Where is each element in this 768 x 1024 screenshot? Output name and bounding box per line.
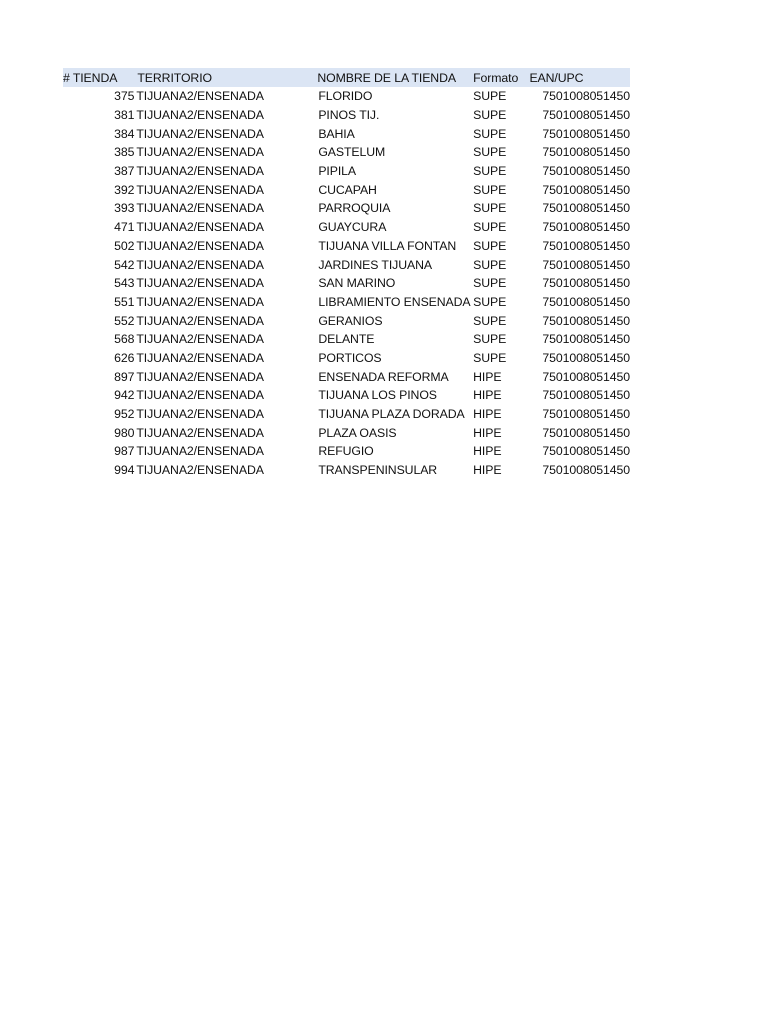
- cell-ean-upc: 7501008051450: [542, 294, 630, 309]
- cell-nombre: CUCAPAH: [318, 182, 377, 197]
- cell-ean-upc: 7501008051450: [542, 201, 630, 216]
- cell-nombre: PLAZA OASIS: [318, 425, 397, 440]
- cell-ean-upc: 7501008051450: [542, 238, 630, 253]
- cell-formato: HIPE: [473, 463, 502, 478]
- cell-territorio: TIJUANA2/ENSENADA: [136, 145, 264, 160]
- cell-nombre: TIJUANA PLAZA DORADA: [318, 407, 465, 422]
- table-row: [63, 367, 630, 386]
- table-row: [63, 180, 630, 199]
- cell-ean-upc: 7501008051450: [542, 425, 630, 440]
- cell-formato: HIPE: [473, 388, 502, 403]
- cell-formato: SUPE: [473, 89, 507, 104]
- cell-ean-upc: 7501008051450: [542, 350, 630, 365]
- cell-formato: SUPE: [473, 276, 507, 291]
- cell-tienda: 994: [114, 463, 135, 478]
- cell-ean-upc: 7501008051450: [542, 164, 630, 179]
- cell-territorio: TIJUANA2/ENSENADA: [136, 126, 264, 141]
- cell-nombre: PIPILA: [318, 164, 357, 179]
- store-table-sheet: [63, 68, 630, 479]
- cell-ean-upc: 7501008051450: [542, 407, 630, 422]
- cell-territorio: TIJUANA2/ENSENADA: [136, 388, 264, 403]
- cell-ean-upc: 7501008051450: [542, 89, 630, 104]
- cell-nombre: JARDINES TIJUANA: [318, 257, 432, 272]
- cell-ean-upc: 7501008051450: [542, 313, 630, 328]
- cell-territorio: TIJUANA2/ENSENADA: [136, 313, 264, 328]
- cell-formato: SUPE: [473, 350, 507, 365]
- cell-ean-upc: 7501008051450: [542, 126, 630, 141]
- cell-tienda: 952: [114, 407, 135, 422]
- table-row: [63, 423, 630, 442]
- cell-territorio: TIJUANA2/ENSENADA: [136, 257, 264, 272]
- cell-territorio: TIJUANA2/ENSENADA: [136, 182, 264, 197]
- header-nombre: NOMBRE DE LA TIENDA: [317, 70, 456, 85]
- cell-nombre: SAN MARINO: [318, 276, 396, 291]
- cell-formato: SUPE: [473, 108, 507, 123]
- cell-ean-upc: 7501008051450: [542, 388, 630, 403]
- cell-territorio: TIJUANA2/ENSENADA: [136, 444, 264, 459]
- table-row: [63, 87, 630, 106]
- cell-ean-upc: 7501008051450: [542, 332, 630, 347]
- cell-tienda: 987: [114, 444, 135, 459]
- cell-territorio: TIJUANA2/ENSENADA: [136, 332, 264, 347]
- table-row: [63, 311, 630, 330]
- cell-tienda: 384: [114, 126, 135, 141]
- cell-ean-upc: 7501008051450: [542, 257, 630, 272]
- table-row: [63, 330, 630, 349]
- table-row: [63, 124, 630, 143]
- cell-formato: HIPE: [473, 444, 502, 459]
- cell-tienda: 393: [114, 201, 135, 216]
- cell-territorio: TIJUANA2/ENSENADA: [136, 108, 264, 123]
- cell-formato: SUPE: [473, 332, 507, 347]
- cell-nombre: PINOS TIJ.: [318, 108, 380, 123]
- cell-territorio: TIJUANA2/ENSENADA: [136, 294, 264, 309]
- cell-tienda: 980: [114, 425, 135, 440]
- cell-ean-upc: 7501008051450: [542, 182, 630, 197]
- cell-ean-upc: 7501008051450: [542, 145, 630, 160]
- cell-territorio: TIJUANA2/ENSENADA: [136, 220, 264, 235]
- cell-formato: SUPE: [473, 294, 507, 309]
- cell-tienda: 392: [114, 182, 135, 197]
- cell-formato: SUPE: [473, 238, 507, 253]
- cell-tienda: 381: [114, 108, 135, 123]
- cell-formato: SUPE: [473, 182, 507, 197]
- table-row: [63, 162, 630, 181]
- cell-nombre: TIJUANA VILLA FONTAN: [318, 238, 457, 253]
- cell-territorio: TIJUANA2/ENSENADA: [136, 201, 264, 216]
- cell-formato: SUPE: [473, 201, 507, 216]
- cell-tienda: 626: [114, 350, 135, 365]
- cell-tienda: 385: [114, 145, 135, 160]
- cell-tienda: 942: [114, 388, 135, 403]
- table-row: [63, 405, 630, 424]
- table-row: [63, 461, 630, 480]
- cell-nombre: PARROQUIA: [318, 201, 391, 216]
- table-row: [63, 293, 630, 312]
- cell-nombre: GASTELUM: [318, 145, 386, 160]
- cell-formato: SUPE: [473, 126, 507, 141]
- cell-nombre: GERANIOS: [318, 313, 383, 328]
- header-ean-upc: EAN/UPC: [529, 70, 584, 85]
- table-header-row: [63, 68, 630, 87]
- table-row: [63, 274, 630, 293]
- cell-ean-upc: 7501008051450: [542, 369, 630, 384]
- cell-nombre: GUAYCURA: [318, 220, 387, 235]
- store-table: [63, 68, 630, 479]
- cell-formato: SUPE: [473, 257, 507, 272]
- cell-formato: SUPE: [473, 313, 507, 328]
- cell-nombre: ENSENADA REFORMA: [318, 369, 449, 384]
- cell-territorio: TIJUANA2/ENSENADA: [136, 407, 264, 422]
- header-territorio: TERRITORIO: [137, 70, 212, 85]
- cell-nombre: PORTICOS: [318, 350, 382, 365]
- cell-territorio: TIJUANA2/ENSENADA: [136, 164, 264, 179]
- cell-nombre: FLORIDO: [318, 89, 373, 104]
- cell-tienda: 375: [114, 89, 135, 104]
- cell-tienda: 543: [114, 276, 135, 291]
- cell-formato: SUPE: [473, 164, 507, 179]
- table-row: [63, 255, 630, 274]
- cell-formato: SUPE: [473, 220, 507, 235]
- cell-nombre: BAHIA: [318, 126, 355, 141]
- cell-territorio: TIJUANA2/ENSENADA: [136, 350, 264, 365]
- cell-territorio: TIJUANA2/ENSENADA: [136, 238, 264, 253]
- cell-territorio: TIJUANA2/ENSENADA: [136, 276, 264, 291]
- cell-ean-upc: 7501008051450: [542, 220, 630, 235]
- table-row: [63, 349, 630, 368]
- cell-tienda: 897: [114, 369, 135, 384]
- cell-tienda: 552: [114, 313, 135, 328]
- cell-tienda: 542: [114, 257, 135, 272]
- header-formato: Formato: [473, 70, 519, 85]
- cell-tienda: 502: [114, 238, 135, 253]
- cell-ean-upc: 7501008051450: [542, 444, 630, 459]
- cell-tienda: 387: [114, 164, 135, 179]
- cell-formato: HIPE: [473, 369, 502, 384]
- cell-ean-upc: 7501008051450: [542, 276, 630, 291]
- cell-nombre: DELANTE: [318, 332, 375, 347]
- cell-ean-upc: 7501008051450: [542, 108, 630, 123]
- cell-tienda: 471: [114, 220, 135, 235]
- cell-territorio: TIJUANA2/ENSENADA: [136, 425, 264, 440]
- table-row: [63, 106, 630, 125]
- table-row: [63, 199, 630, 218]
- header-tienda: # TIENDA: [63, 70, 118, 85]
- cell-formato: HIPE: [473, 425, 502, 440]
- table-row: [63, 386, 630, 405]
- cell-ean-upc: 7501008051450: [542, 463, 630, 478]
- cell-tienda: 568: [114, 332, 135, 347]
- cell-territorio: TIJUANA2/ENSENADA: [136, 89, 264, 104]
- cell-nombre: REFUGIO: [318, 444, 374, 459]
- cell-nombre: TIJUANA LOS PINOS: [318, 388, 437, 403]
- table-row: [63, 143, 630, 162]
- cell-territorio: TIJUANA2/ENSENADA: [136, 463, 264, 478]
- cell-tienda: 551: [114, 294, 135, 309]
- table-row: [63, 442, 630, 461]
- cell-territorio: TIJUANA2/ENSENADA: [136, 369, 264, 384]
- cell-nombre: TRANSPENINSULAR: [318, 463, 438, 478]
- cell-formato: HIPE: [473, 407, 502, 422]
- table-body: [63, 87, 630, 479]
- table-row: [63, 237, 630, 256]
- cell-nombre: LIBRAMIENTO ENSENADA: [318, 294, 471, 309]
- table-row: [63, 218, 630, 237]
- cell-formato: SUPE: [473, 145, 507, 160]
